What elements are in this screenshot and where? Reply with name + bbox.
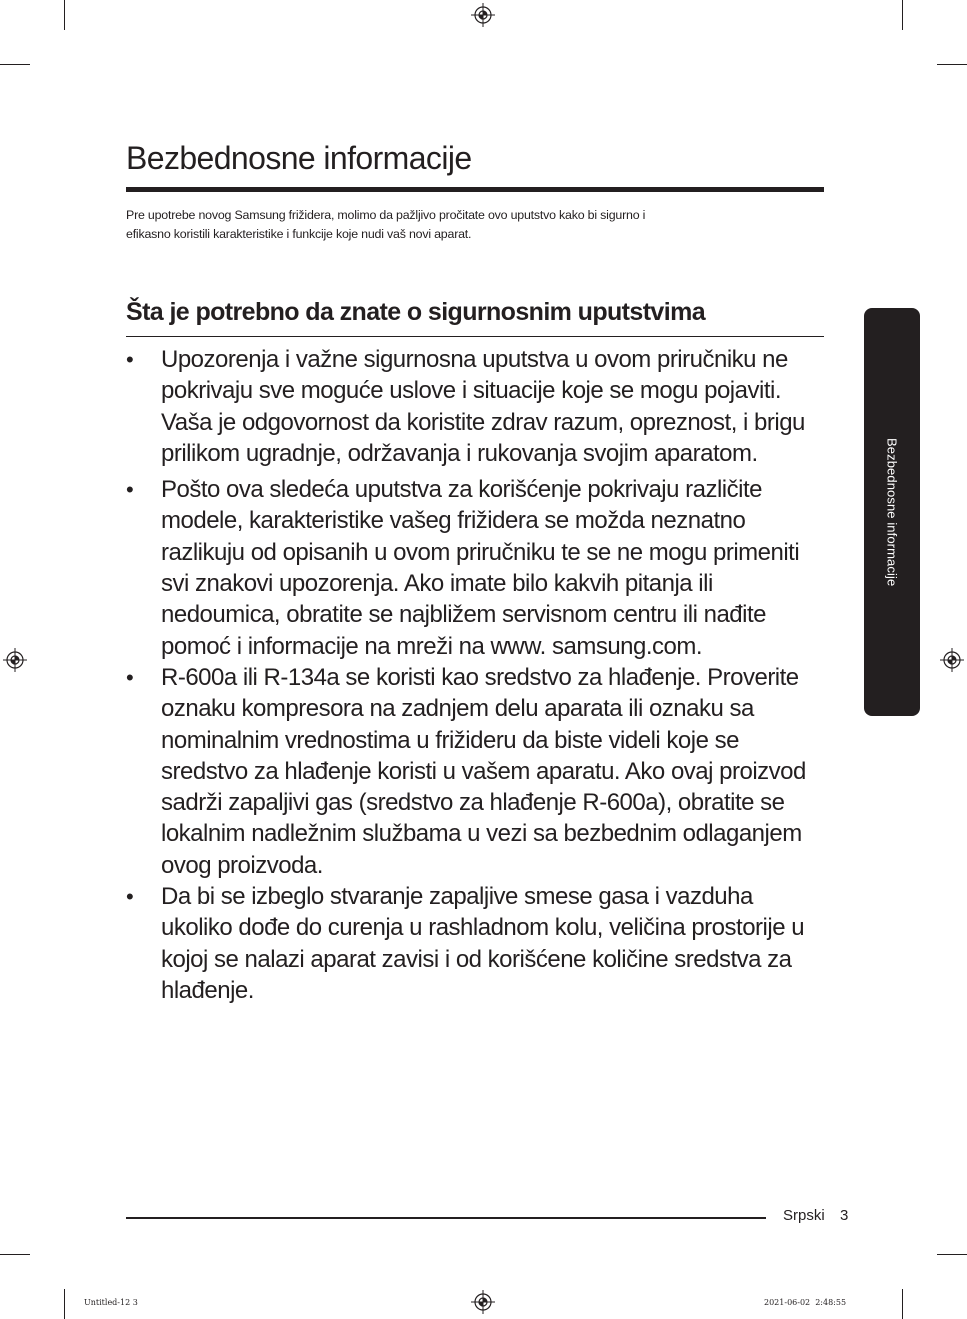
intro-paragraph xyxy=(126,206,806,244)
section-rule xyxy=(126,336,824,337)
safety-bullet-list xyxy=(126,344,826,1006)
list-item xyxy=(126,474,826,662)
registration-mark-icon xyxy=(940,648,964,672)
bullet-icon: • xyxy=(126,477,134,503)
bullet-paragraph: Pošto ova sledeća uputstva za korišćenje pokrivaju različite modele, karakteristike vašeg frižidera se možda neznatno razlikuju od opisanih u ovom priručniku te se ne mogu primeniti svi znakovi upozorenja. Ako imate bilo kakvih pitanja ili nedoumica, obratite se najbližem servisnom centru ili nađite pomoć i informacije na mreži na www. samsung.com. xyxy=(161,476,800,660)
title-rule xyxy=(126,187,824,192)
list-item xyxy=(126,881,826,1006)
section-title: Šta je potrebno da znate o sigurnosnim uputstvima xyxy=(126,298,705,326)
page-number: 3 xyxy=(840,1207,849,1224)
bullet-text xyxy=(161,344,826,469)
crop-mark-right-bottom xyxy=(937,1254,967,1255)
crop-mark-left-bottom xyxy=(0,1254,30,1255)
crop-mark-right-top xyxy=(937,64,967,65)
registration-mark-icon xyxy=(471,1290,495,1314)
print-slug-left: Untitled-12 3 xyxy=(84,1298,138,1307)
crop-mark-left-top xyxy=(0,64,30,65)
list-item xyxy=(126,344,826,469)
list-item xyxy=(126,662,826,881)
bullet-paragraph: Da bi se izbeglo stvaranje zapaljive smese gasa i vazduha ukoliko dođe do curenja u rashladnom kolu, veličina prostorije u kojoj se nalazi aparat zavisi i od korišćene količine sredstva za hlađenje. xyxy=(161,883,805,1004)
print-slug-right: 2021-06-02 ￼￼ 2:48:55 xyxy=(764,1298,847,1307)
crop-mark-top-left xyxy=(64,0,65,30)
bullet-paragraph: Upozorenja i važne sigurnosna uputstva u ovom priručniku ne pokrivaju sve moguće uslove i situacije koje se mogu pojaviti. xyxy=(161,346,788,405)
page-title: Bezbednosne informacije xyxy=(126,140,472,176)
bullet-paragraph: Vaša je odgovornost da koristite zdrav razum, opreznost, i brigu prilikom ugradnje, održavanja i rukovanja svojim aparatom. xyxy=(161,408,805,467)
bullet-icon: • xyxy=(126,664,134,690)
footer-language: Srpski xyxy=(783,1207,825,1224)
intro-line: efikasno koristili karakteristike i funkcije koje nudi vaš novi aparat. xyxy=(126,227,472,241)
footer-rule xyxy=(126,1217,766,1219)
registration-mark-icon xyxy=(3,648,27,672)
bullet-text xyxy=(161,474,826,662)
crop-mark-bottom-right xyxy=(902,1289,903,1319)
crop-mark-top-right xyxy=(902,0,903,30)
chapter-tab-label: Bezbednosne informacije xyxy=(884,437,900,587)
bullet-text xyxy=(161,662,826,881)
bullet-paragraph: R-600a ili R-134a se koristi kao sredstvo za hlađenje. Proverite oznaku kompresora na zadnjem delu aparata ili oznaku sa nominalnim vrednostima u frižideru da biste videli koje se sredstvo za hlađenje koristi u vašem aparatu. Ako ovaj proizvod sadrži zapaljivi gas (sredstvo za hlađenje R-600a), obratite se lokalnim nadležnim službama u vezi sa bezbednim odlaganjem ovog proizvoda. xyxy=(161,663,806,879)
registration-mark-icon xyxy=(471,3,495,27)
bullet-icon: • xyxy=(126,347,134,372)
bullet-icon: • xyxy=(126,884,134,910)
intro-line: Pre upotrebe novog Samsung frižidera, molimo da pažljivo pročitate ovo uputstvo kako bi sigurno i xyxy=(126,208,646,222)
crop-mark-bottom-left xyxy=(64,1289,65,1319)
bullet-text xyxy=(161,881,826,1006)
